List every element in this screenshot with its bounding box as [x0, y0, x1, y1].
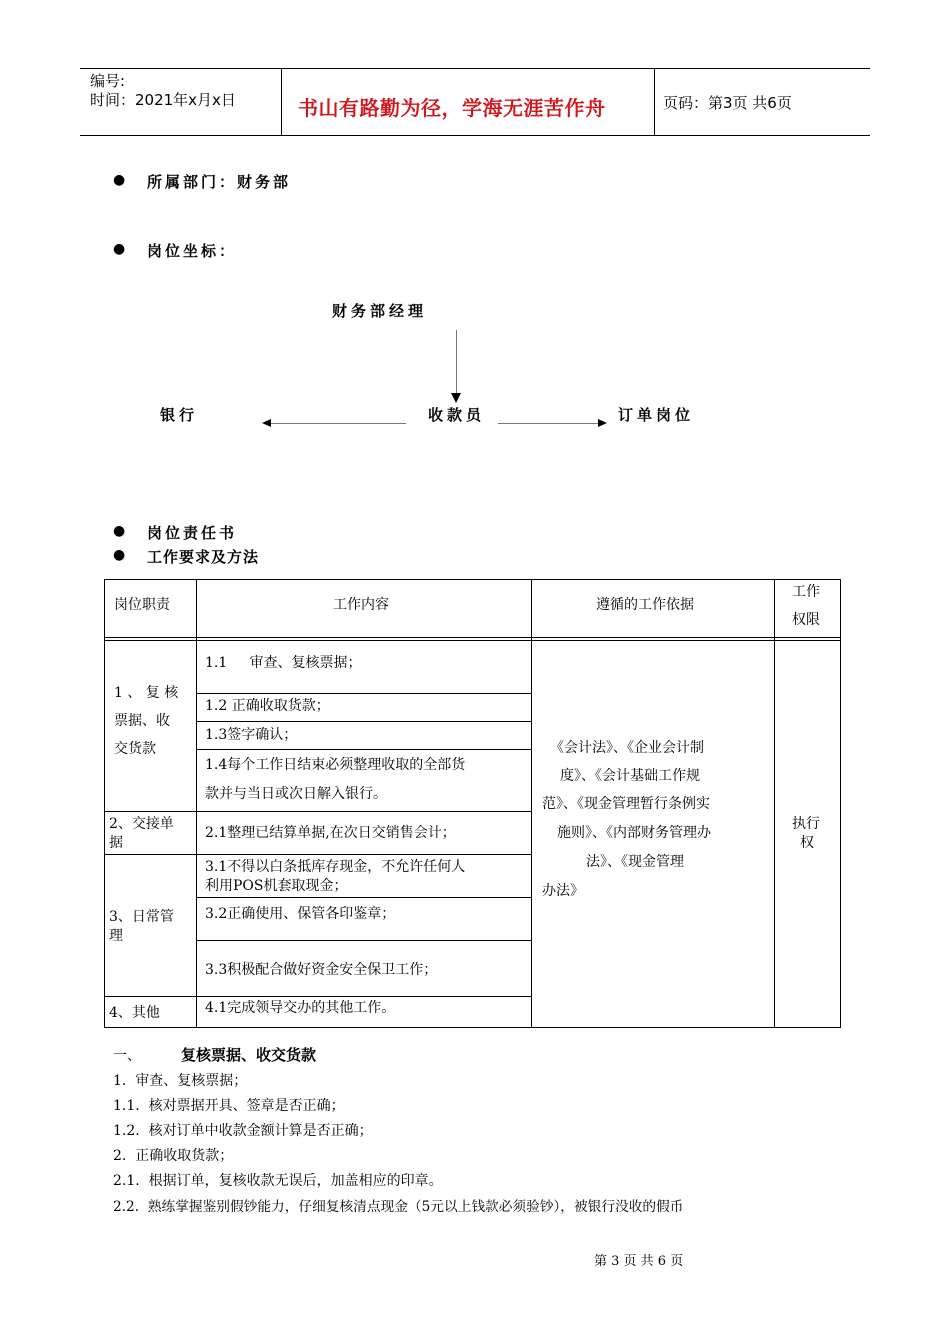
header-divider-left — [281, 69, 282, 136]
bullet-icon: ● — [113, 547, 126, 563]
basis-line: 《会计法》、《企业会计制 — [550, 740, 704, 756]
duty-cell: 4、其他 — [109, 1005, 160, 1021]
doc-date-label: 时间：2021年x月x日 — [90, 91, 236, 109]
bullet-icon: ● — [113, 172, 126, 188]
content-cell: 3.1不得以白条抵库存现金，不允许任何人 — [205, 859, 466, 875]
table-rule — [104, 854, 532, 855]
header-bottom-rule — [80, 135, 870, 136]
header-top-rule — [80, 68, 870, 69]
table-header-content: 工作内容 — [333, 597, 389, 613]
header-motto: 书山有路勤为径，学海无涯苦作舟 — [298, 96, 606, 120]
arrow-left-icon — [262, 419, 271, 427]
duty-cell: 3、日常管 — [109, 909, 174, 925]
position-coord-heading: 岗位坐标： — [147, 242, 238, 260]
org-node-cashier: 收款员 — [428, 406, 486, 424]
basis-line: 度》、《会计基础工作规 — [560, 768, 700, 784]
basis-line: 办法》 — [542, 883, 584, 899]
body-line: 2.1. 根据订单，复核收款无误后，加盖相应的印章。 — [113, 1173, 443, 1189]
org-connector-vertical — [456, 330, 457, 396]
authority-cell: 权 — [800, 835, 814, 851]
responsibility-book-heading: 岗位责任书 — [147, 524, 238, 542]
org-connector-right — [498, 423, 600, 424]
table-rule — [104, 637, 841, 638]
doc-number-label: 编号: — [90, 72, 126, 90]
section-number: 一、 — [113, 1048, 141, 1064]
table-rule — [104, 640, 841, 641]
table-rule — [196, 579, 197, 1028]
table-rule — [196, 749, 532, 750]
content-cell: 3.2正确使用、保管各印鉴章； — [205, 906, 396, 922]
basis-line: 施则》、《内部财务管理办 — [557, 825, 711, 841]
org-connector-left — [270, 423, 406, 424]
duty-cell: 1 、 复 核 — [114, 685, 179, 701]
table-rule — [196, 897, 532, 898]
content-cell: 1.2 正确收取货款； — [205, 698, 330, 714]
duty-cell: 交货款 — [114, 741, 156, 757]
content-cell: 3.3积极配合做好资金安全保卫工作； — [205, 962, 438, 978]
table-rule — [104, 811, 532, 812]
table-rule — [531, 579, 532, 1028]
table-header-basis: 遵循的工作依据 — [596, 597, 694, 613]
table-rule — [104, 579, 841, 580]
work-requirements-heading: 工作要求及方法 — [147, 548, 260, 566]
section-title: 复核票据、收交货款 — [181, 1046, 317, 1064]
table-rule — [104, 579, 105, 1028]
content-cell: 2.1整理已结算单据,在次日交销售会计； — [205, 825, 456, 841]
department-line: 所属部门：财务部 — [147, 173, 292, 191]
bullet-icon: ● — [113, 523, 126, 539]
basis-line: 范》、《现金管理暂行条例实 — [542, 796, 710, 812]
header-divider-right — [654, 69, 655, 136]
body-line: 2.2. 熟练掌握鉴别假钞能力，仔细复核清点现金（5元以上钱款必须验钞），被银行没收的假币 — [113, 1199, 684, 1215]
content-cell: 利用POS机套取现金； — [205, 878, 348, 894]
body-line: 1.1. 核对票据开具、签章是否正确； — [113, 1098, 345, 1114]
duty-cell: 据 — [109, 835, 123, 851]
page-footer: 第 3 页 共 6 页 — [594, 1254, 684, 1269]
duty-cell: 票据、收 — [114, 713, 170, 729]
arrow-down-icon — [451, 393, 461, 403]
table-rule — [774, 579, 775, 1028]
authority-cell: 执行 — [792, 816, 820, 832]
body-line: 1.2. 核对订单中收款金额计算是否正确； — [113, 1123, 373, 1139]
content-cell: 款并与当日或次日解入银行。 — [205, 786, 387, 802]
bullet-icon: ● — [113, 241, 126, 257]
org-node-order-post: 订单岗位 — [618, 406, 695, 424]
body-line: 2. 正确收取货款； — [113, 1148, 234, 1164]
body-line: 1. 审查、复核票据； — [113, 1073, 248, 1089]
org-node-bank: 银行 — [160, 406, 199, 424]
content-cell: 1.4每个工作日结束必须整理收取的全部货 — [205, 757, 466, 773]
org-node-finance-manager: 财务部经理 — [332, 302, 428, 320]
arrow-right-icon — [598, 419, 607, 427]
table-header-authority: 权限 — [792, 612, 820, 628]
table-header-authority: 工作 — [792, 584, 820, 600]
content-cell: 1.1 审查、复核票据； — [205, 655, 362, 671]
table-rule — [840, 579, 841, 1028]
table-rule — [104, 1027, 841, 1028]
table-rule — [196, 940, 532, 941]
duty-cell: 理 — [109, 928, 123, 944]
content-cell: 1.3签字确认； — [205, 727, 298, 743]
content-cell: 4.1完成领导交办的其他工作。 — [205, 1000, 396, 1016]
table-header-duty: 岗位职责 — [114, 597, 170, 613]
basis-line: 法》、《现金管理 — [586, 854, 684, 870]
header-page-code: 页码：第3页 共6页 — [663, 94, 792, 112]
duty-cell: 2、交接单 — [109, 816, 174, 832]
